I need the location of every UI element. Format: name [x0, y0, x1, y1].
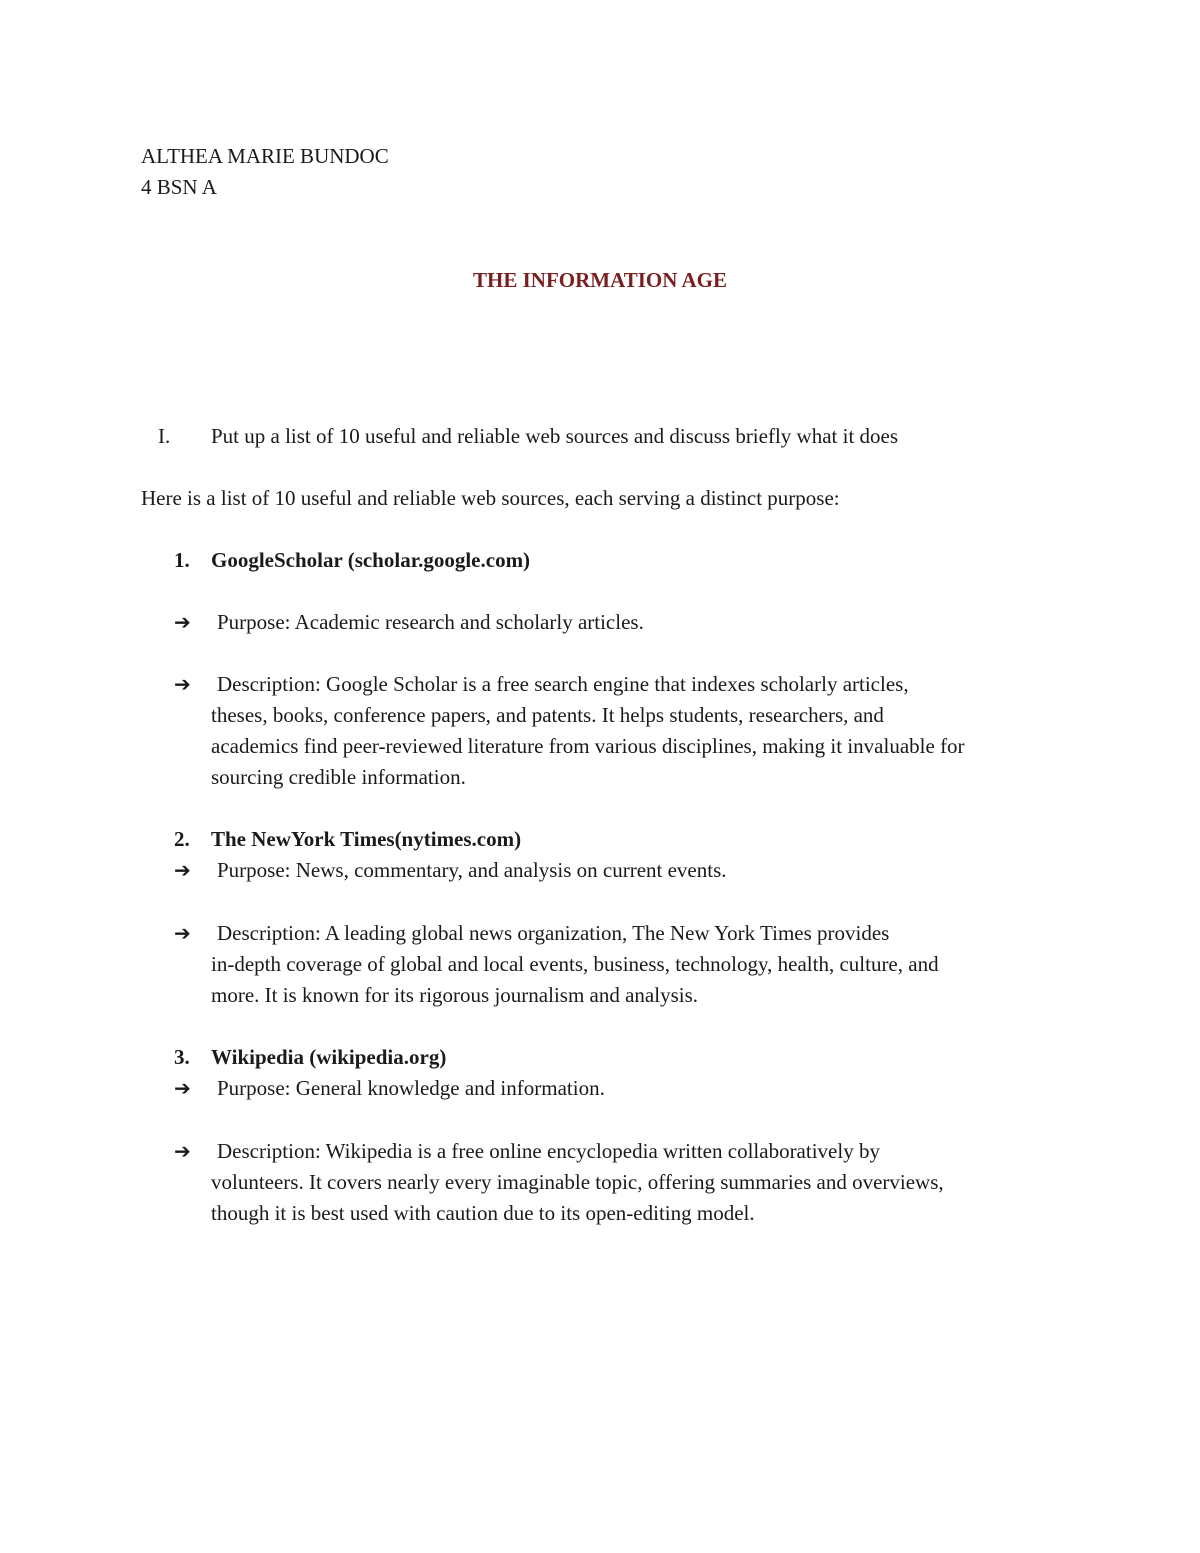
item-2-title: The NewYork Times(nytimes.com): [211, 827, 522, 851]
item-1-number: 1.: [174, 548, 190, 572]
item-2-purpose: Purpose: News, commentary, and analysis on current events.: [217, 858, 727, 882]
arrow-bullet-icon: ➔: [174, 858, 191, 882]
section-prompt: Put up a list of 10 useful and reliable web sources and discuss briefly what it does: [211, 424, 899, 448]
item-3-description-line: Description: Wikipedia is a free online encyclopedia written collaboratively by: [217, 1139, 880, 1163]
arrow-bullet-icon: ➔: [174, 610, 191, 634]
item-1-purpose: Purpose: Academic research and scholarly articles.: [217, 610, 644, 634]
item-1-title: GoogleScholar (scholar.google.com): [211, 548, 531, 572]
item-2-description-line: in-depth coverage of global and local events, business, technology, health, culture, and: [211, 952, 939, 976]
item-1-description-line: Description: Google Scholar is a free search engine that indexes scholarly articles,: [217, 672, 909, 696]
item-3-description-line: volunteers. It covers nearly every imaginable topic, offering summaries and overviews,: [211, 1170, 944, 1194]
author-class: 4 BSN A: [141, 175, 217, 199]
item-3-title: Wikipedia (wikipedia.org): [211, 1045, 447, 1069]
arrow-bullet-icon: ➔: [174, 1139, 191, 1163]
item-2-description-line: Description: A leading global news organization, The New York Times provides: [217, 921, 890, 945]
item-3-purpose: Purpose: General knowledge and information.: [217, 1076, 605, 1100]
item-1-description-line: theses, books, conference papers, and patents. It helps students, researchers, and: [211, 703, 884, 727]
author-name: ALTHEA MARIE BUNDOC: [141, 144, 389, 168]
section-number: I.: [158, 424, 171, 448]
intro-paragraph: Here is a list of 10 useful and reliable web sources, each serving a distinct purpose:: [141, 486, 840, 510]
arrow-bullet-icon: ➔: [174, 672, 191, 696]
arrow-bullet-icon: ➔: [174, 921, 191, 945]
item-2-number: 2.: [174, 827, 190, 851]
item-3-number: 3.: [174, 1045, 190, 1069]
item-1-description-line: academics find peer-reviewed literature from various disciplines, making it invaluable for: [211, 734, 965, 758]
item-3-description-line: though it is best used with caution due to its open-editing model.: [211, 1201, 755, 1225]
arrow-bullet-icon: ➔: [174, 1076, 191, 1100]
item-2-description-line: more. It is known for its rigorous journalism and analysis.: [211, 983, 699, 1007]
document-title: THE INFORMATION AGE: [473, 268, 727, 292]
item-1-description-line: sourcing credible information.: [211, 765, 466, 789]
